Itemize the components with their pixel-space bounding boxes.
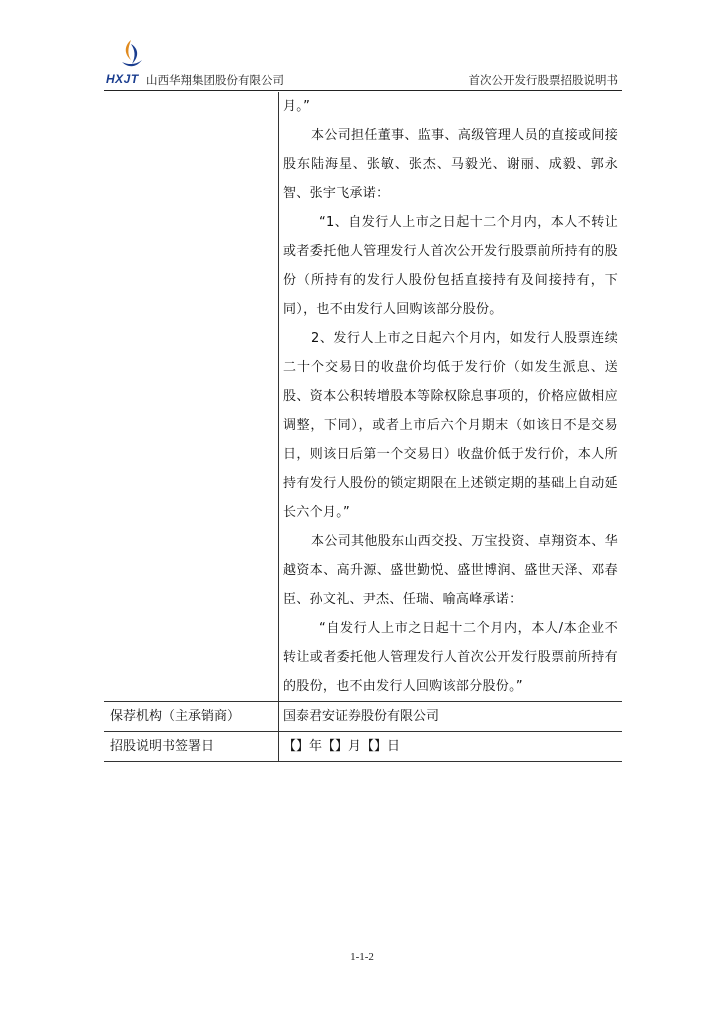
page-number: 1-1-2 <box>350 951 374 963</box>
table-row <box>104 702 622 732</box>
commitment-text-cell <box>279 92 622 701</box>
paragraph: “自发行人上市之日起十二个月内，本人/本企业不转让或者委托他人管理发行人首次公开发行股票前所持有的股份，也不由发行人回购该部分股份。” <box>283 621 618 694</box>
row-value: 【】年【】月【】日 <box>283 739 401 754</box>
paragraph: 2、发行人上市之日起六个月内，如发行人股票连续二十个交易日的收盘价均低于发行价（如发生派息、送股、资本公积转增股本等除权除息事项的，价格应做相应调整，下同），或者上市后六个月期末（如该日不是交易日，则该日后第一个交易日）收盘价低于发行价，本人所持有发行人股份的锁定期限在上述锁定期的基础上自动延长六个月。” <box>283 331 618 520</box>
row-value: 国泰君安证券股份有限公司 <box>283 709 440 724</box>
paragraph: 本公司担任董事、监事、高级管理人员的直接或间接股东陆海星、张敏、张杰、马毅光、谢丽、成毅、郭永智、张宇飞承诺： <box>283 128 618 201</box>
header-divider <box>104 90 622 91</box>
info-table <box>104 92 622 762</box>
paragraph: 本公司其他股东山西交投、万宝投资、卓翔资本、华越资本、高升源、盛世勤悦、盛世博润、盛世天泽、邓春臣、孙文礼、尹杰、任瑞、喻高峰承诺： <box>283 534 618 607</box>
document-title: 首次公开发行股票招股说明书 <box>468 73 618 87</box>
company-name: 山西华翔集团股份有限公司 <box>146 73 284 87</box>
page-header <box>104 38 622 88</box>
company-logo-icon <box>118 38 144 70</box>
table-row <box>104 92 622 702</box>
table-cell-empty <box>104 92 279 701</box>
row-label: 招股说明书签署日 <box>104 732 279 761</box>
row-label: 保荐机构（主承销商） <box>104 702 279 731</box>
logo-text: HXJT <box>106 72 139 86</box>
paragraph: 月。” <box>283 99 311 114</box>
paragraph: “1、自发行人上市之日起十二个月内，本人不转让或者委托他人管理发行人首次公开发行股票前所持有的股份（所持有的发行人股份包括直接持有及间接持有，下同），也不由发行人回购该部分股份。 <box>283 215 618 317</box>
table-row <box>104 732 622 762</box>
